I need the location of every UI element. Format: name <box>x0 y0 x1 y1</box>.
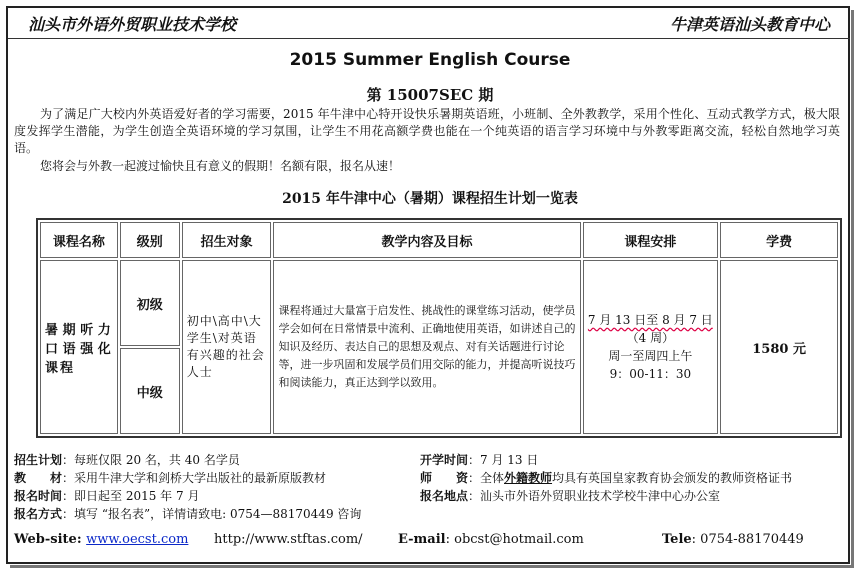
header-school-name: 汕头市外语外贸职业技术学校 <box>28 15 237 34</box>
table-header-row <box>40 222 838 258</box>
website-label: Web-site: <box>14 532 87 547</box>
footer-email <box>398 532 584 547</box>
table-row <box>40 260 838 346</box>
enrollment-plan <box>14 451 414 469</box>
signup-place-label: 报名地点 <box>420 489 469 503</box>
course-name: 暑期听力口语强化课程 <box>40 260 118 434</box>
level-intermediate: 中级 <box>120 348 180 434</box>
intro-paragraph: 为了满足广大校内外英语爱好者的学习需要，2015 年牛津中心特开设快乐暑期英语班，小班制、全外教教学，采用个性化、互动式教学方式，极大限度发挥学生潜能，为学生创造全英语环境的学习氛围，让学生不用花高额学费也能在一个纯英语的语言学习环境中与外教零距离交流，轻松自然地学习英语。 <box>14 107 840 155</box>
plan-table-title: 2015 年牛津中心（暑期）课程招生计划一览表 <box>282 191 578 207</box>
signup-method <box>14 505 414 523</box>
signup-time-value: ：即日起至 2015 年 7 月 <box>62 489 200 503</box>
signup-time <box>14 487 414 505</box>
email-label: E-mail <box>398 532 446 547</box>
textbook-value: ：采用牛津大学和剑桥大学出版社的最新原版教材 <box>62 471 327 485</box>
footer-website <box>14 532 188 547</box>
issue-number: 第 15007SEC 期 <box>366 86 494 104</box>
enrollment-info-left <box>14 451 414 523</box>
teaching-content: 课程将通过大量富于启发性、挑战性的课堂练习活动，使学员学会如何在日常情景中流利、正确地使用英语，如讲述自己的知识及经历、表达自己的思想及观点、对有关话题进行讨论等，进一步巩固和发展学员们用交际的能力，并提高听说技巧和阅读能力，真正达到学以致用。 <box>273 260 580 434</box>
target-audience: 初中\高中\大学生\对英语有兴趣的社会人士 <box>182 260 272 434</box>
level-beginner: 初级 <box>120 260 180 346</box>
foreign-teachers-highlight: 外籍教师 <box>504 471 553 485</box>
tuition-fee: 1580 元 <box>720 260 838 434</box>
teachers-label: 师 资 <box>420 471 469 485</box>
header-course: 课程名称 <box>40 222 118 258</box>
tel-value: : 0754-88170449 <box>691 532 804 547</box>
schedule-time: 9：00-11：30 <box>609 367 692 381</box>
teachers-prefix: ：全体 <box>468 471 505 485</box>
footer-telephone <box>662 532 804 547</box>
textbook-label: 教 材 <box>14 471 63 485</box>
footer-website-2[interactable]: http://www.stftas.com/ <box>214 532 363 547</box>
signup-place-value: ：汕头市外语外贸职业技术学校牛津中心办公室 <box>468 489 721 503</box>
intro-closing: 您将会与外教一起渡过愉快且有意义的假期！名额有限，报名从速！ <box>40 159 401 173</box>
email-value[interactable]: : obcst@hotmail.com <box>445 532 584 547</box>
start-date <box>420 451 850 469</box>
start-date-label: 开学时间 <box>420 453 469 467</box>
enrollment-plan-value: ：每班仅限 20 名，共 40 名学员 <box>62 453 240 467</box>
header-divider <box>8 38 850 39</box>
start-date-value: ：7 月 13 日 <box>468 453 539 467</box>
signup-place <box>420 487 850 505</box>
teachers <box>420 469 850 487</box>
signup-method-value: ：填写 “报名表”，详情请致电: 0754—88170449 咨询 <box>62 507 362 521</box>
textbook <box>14 469 414 487</box>
teachers-suffix: 均具有英国皇家教育协会颁发的教师资格证书 <box>552 471 793 485</box>
schedule-dates: 7 月 13 日至 8 月 7 日 <box>587 313 713 327</box>
course-plan-table <box>36 218 842 438</box>
course-schedule <box>583 260 719 434</box>
header-center-name: 牛津英语汕头教育中心 <box>669 15 830 34</box>
schedule-days: 周一至周四上午 <box>608 349 693 363</box>
page-title: 2015 Summer English Course <box>289 50 571 70</box>
header-fee: 学费 <box>720 222 838 258</box>
signup-method-label: 报名方式 <box>14 507 63 521</box>
enrollment-info-right <box>420 451 850 505</box>
schedule-weeks: （4 周） <box>626 331 675 345</box>
header-content: 教学内容及目标 <box>273 222 580 258</box>
tel-label: Tele <box>662 532 692 547</box>
signup-time-label: 报名时间 <box>14 489 63 503</box>
website-link[interactable]: www.oecst.com <box>86 532 189 547</box>
header-level: 级别 <box>120 222 180 258</box>
header-schedule: 课程安排 <box>583 222 719 258</box>
enrollment-plan-label: 招生计划 <box>14 453 63 467</box>
header-target: 招生对象 <box>182 222 272 258</box>
